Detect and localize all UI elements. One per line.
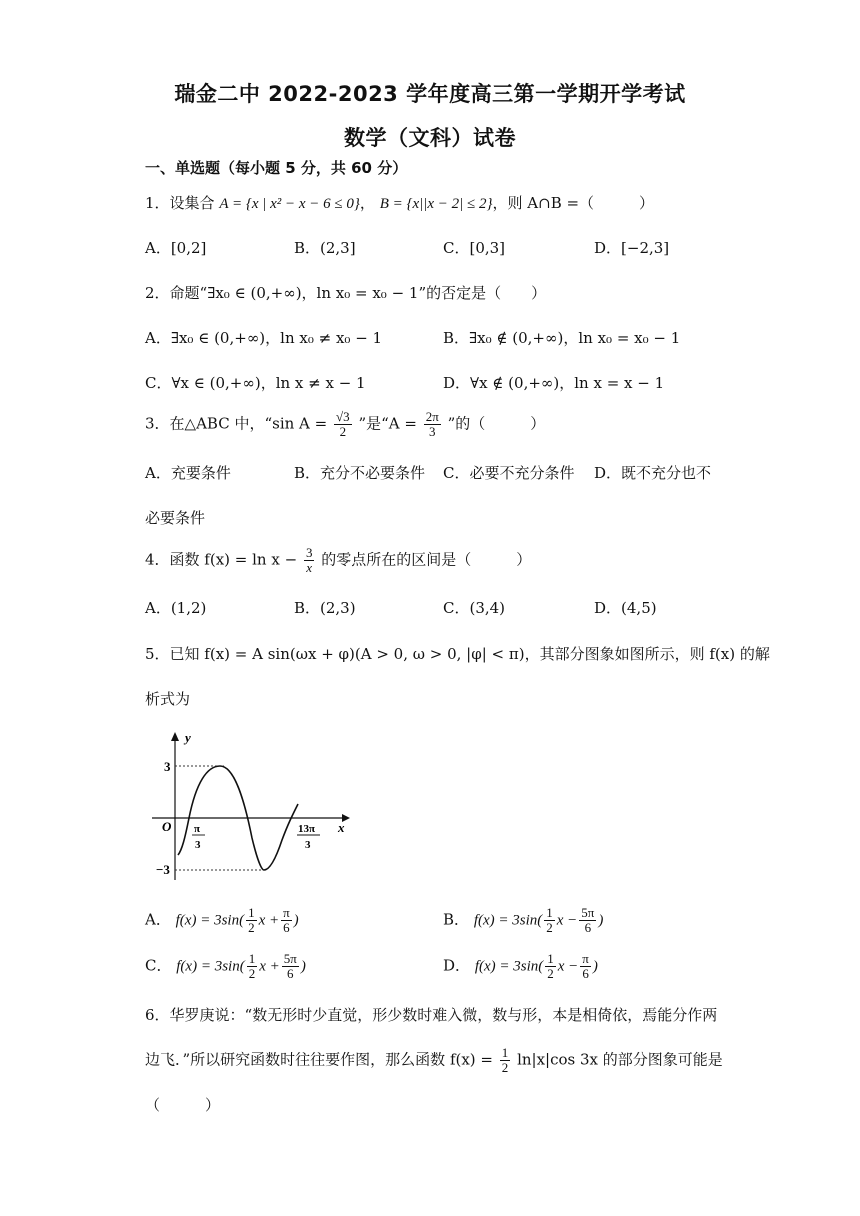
question-6-stem-line2 xyxy=(145,1046,723,1075)
q4-f-den: x xyxy=(306,560,313,575)
y-max-label: 3 xyxy=(164,759,171,774)
section-heading: 一、单选题（每小题 5 分，共 60 分） xyxy=(145,159,408,177)
q5-a-post: ) xyxy=(293,912,299,929)
q3-pre: 3．在△ABC 中，“sin A = xyxy=(145,414,328,433)
q4-option-c: C．(3,4) xyxy=(443,599,506,617)
q6-line2-post: ln|x|cos 3x 的部分图象可能是 xyxy=(517,1050,723,1069)
q3-option-a: A．充要条件 xyxy=(145,464,231,482)
q4-f-num: 3 xyxy=(305,545,313,560)
y-axis-arrow-icon xyxy=(171,732,179,741)
q3-mid: ”是“A = xyxy=(358,414,417,433)
question-5-stem-line1: 5．已知 f(x) = A sin(ωx + φ)(A > 0, ω > 0, |φ| < π)，其部分图象如图所示，则 f(x) 的解 xyxy=(145,645,770,663)
tick-pi-over-3-num: π xyxy=(194,823,201,835)
q3-option-d: D．既不充分也不 xyxy=(594,464,712,482)
q5-b-f2-den: 6 xyxy=(584,920,592,935)
exam-subtitle: 数学（文科）试卷 xyxy=(344,126,516,150)
q4-option-a: A．(1,2) xyxy=(145,599,207,617)
q2-option-d: D．∀x ∉ (0,+∞)，ln x = x − 1 xyxy=(443,374,665,392)
q5-a-pre: f(x) = 3sin( xyxy=(175,912,245,929)
q1-set-b: B = {x||x − 2| ≤ 2} xyxy=(379,196,493,212)
q5-d-pre: f(x) = 3sin( xyxy=(474,958,544,975)
question-6-answer-blank: （ ） xyxy=(145,1096,221,1114)
q5-b-label: B． xyxy=(443,910,470,929)
q5-d-f2-den: 6 xyxy=(582,966,589,981)
q1-option-a: A．[0,2] xyxy=(145,239,207,257)
q1-option-b: B．(2,3] xyxy=(294,239,356,257)
q5-d-frac1 xyxy=(545,952,556,981)
q1-ask: ，则 A∩B =（ ） xyxy=(492,194,655,212)
q5-a-f2-num: π xyxy=(283,905,290,920)
q4-fraction-3-over-x xyxy=(304,546,315,575)
q5-c-mid: x + xyxy=(259,958,280,975)
q5-b-frac1 xyxy=(544,906,555,935)
q5-c-frac1 xyxy=(247,952,258,981)
q5-b-pre: f(x) = 3sin( xyxy=(473,912,543,929)
q4-option-b: B．(2,3) xyxy=(294,599,356,617)
question-6-stem-line1: 6．华罗庚说：“数无形时少直觉，形少数时难入微，数与形，本是相倚依，焉能分作两 xyxy=(145,1006,718,1024)
q2-option-c: C．∀x ∈ (0,+∞)，ln x ≠ x − 1 xyxy=(145,374,366,392)
x-axis-label: x xyxy=(338,820,345,835)
q5-b-post: ) xyxy=(598,912,604,929)
q3-fraction-sqrt3-over-2 xyxy=(334,410,352,439)
q6-f-den: 2 xyxy=(501,1060,509,1075)
q1-option-d: D．[−2,3] xyxy=(594,239,670,257)
q4-pre: 4．函数 f(x) = ln x − xyxy=(145,550,298,569)
q3-option-d-continuation: 必要条件 xyxy=(145,509,206,527)
q1-number: 1．设集合 xyxy=(145,194,215,212)
q5-a-f1-num: 1 xyxy=(248,905,255,920)
q4-post: 的零点所在的区间是（ ） xyxy=(321,550,532,569)
q5-b-frac2 xyxy=(579,906,596,935)
q3-option-c: C．必要不充分条件 xyxy=(443,464,575,482)
q5-c-f1-num: 1 xyxy=(248,951,256,966)
q5-a-frac1 xyxy=(246,906,257,935)
q5-b-f1-den: 2 xyxy=(546,920,553,935)
q6-fraction-1-over-2 xyxy=(500,1046,511,1075)
q3-f2-num: 2π xyxy=(425,409,439,424)
q5-d-post: ) xyxy=(592,958,598,975)
q5-c-f2-den: 6 xyxy=(287,966,294,981)
q5-a-f1-den: 2 xyxy=(248,920,255,935)
q1-option-c: C．[0,3] xyxy=(443,239,506,257)
q2-option-b: B．∃x₀ ∉ (0,+∞)，ln x₀ = x₀ − 1 xyxy=(443,329,681,347)
question-3-stem xyxy=(145,410,545,439)
question-4-stem xyxy=(145,546,531,575)
q5-option-a xyxy=(145,906,299,935)
question-2-stem: 2．命题“∃x₀ ∈ (0,+∞)，ln x₀ = x₀ − 1”的否定是（ ） xyxy=(145,284,547,302)
q5-a-label: A． xyxy=(145,910,171,929)
q5-c-label: C． xyxy=(145,956,172,975)
q5-b-f1-num: 1 xyxy=(546,905,553,920)
q5-b-f2-num: 5π xyxy=(581,905,595,920)
sine-graph-figure xyxy=(152,728,362,886)
q5-c-post: ) xyxy=(300,958,306,975)
q5-a-f2-den: 6 xyxy=(283,920,290,935)
q5-d-label: D． xyxy=(443,956,471,975)
q3-option-b: B．充分不必要条件 xyxy=(294,464,426,482)
origin-label: O xyxy=(162,819,172,834)
exam-title: 瑞金二中 2022-2023 学年度高三第一学期开学考试 xyxy=(174,82,686,106)
q5-c-frac2 xyxy=(282,952,299,981)
q2-option-a: A．∃x₀ ∈ (0,+∞)，ln x₀ ≠ x₀ − 1 xyxy=(145,329,383,347)
tick-13pi-over-3-num: 13π xyxy=(298,823,316,835)
tick-pi-over-3-den: 3 xyxy=(195,839,201,851)
q5-b-mid: x − xyxy=(556,912,578,929)
q5-a-frac2 xyxy=(281,906,292,935)
q5-d-f1-den: 2 xyxy=(547,966,554,981)
q5-d-f2-num: π xyxy=(582,951,589,966)
y-axis-label: y xyxy=(185,730,191,745)
question-1-stem: 1．设集合 A = {x | x² − x − 6 ≤ 0}， B = {x||x − 2| ≤ 2}，则 A∩B =（ ） xyxy=(145,194,655,212)
q3-f1-den: 2 xyxy=(339,424,347,439)
q3-f2-den: 3 xyxy=(429,424,436,439)
q3-fraction-2pi-over-3 xyxy=(424,410,441,439)
q5-option-b xyxy=(443,906,603,935)
q5-a-mid: x + xyxy=(258,912,280,929)
question-5-stem-line2: 析式为 xyxy=(145,690,191,708)
q5-d-mid: x − xyxy=(557,958,579,975)
q5-option-c xyxy=(145,952,306,981)
q3-post: ”的（ ） xyxy=(447,414,546,433)
q6-f-num: 1 xyxy=(501,1045,509,1060)
q5-c-f2-num: 5π xyxy=(283,951,297,966)
q5-c-pre: f(x) = 3sin( xyxy=(176,958,245,975)
y-min-label: −3 xyxy=(156,862,170,877)
q6-line2-pre: 边飞．”所以研究函数时往往要作图，那么函数 f(x) = xyxy=(145,1050,493,1069)
q4-option-d: D．(4,5) xyxy=(594,599,657,617)
q3-f1-num: √3 xyxy=(336,409,350,424)
q5-d-frac2 xyxy=(580,952,591,981)
q5-d-f1-num: 1 xyxy=(547,951,554,966)
q5-c-f1-den: 2 xyxy=(248,966,256,981)
tick-13pi-over-3-den: 3 xyxy=(305,839,311,851)
q5-option-d xyxy=(443,952,598,981)
q1-set-a: A = {x | x² − x − 6 ≤ 0} xyxy=(219,196,360,212)
